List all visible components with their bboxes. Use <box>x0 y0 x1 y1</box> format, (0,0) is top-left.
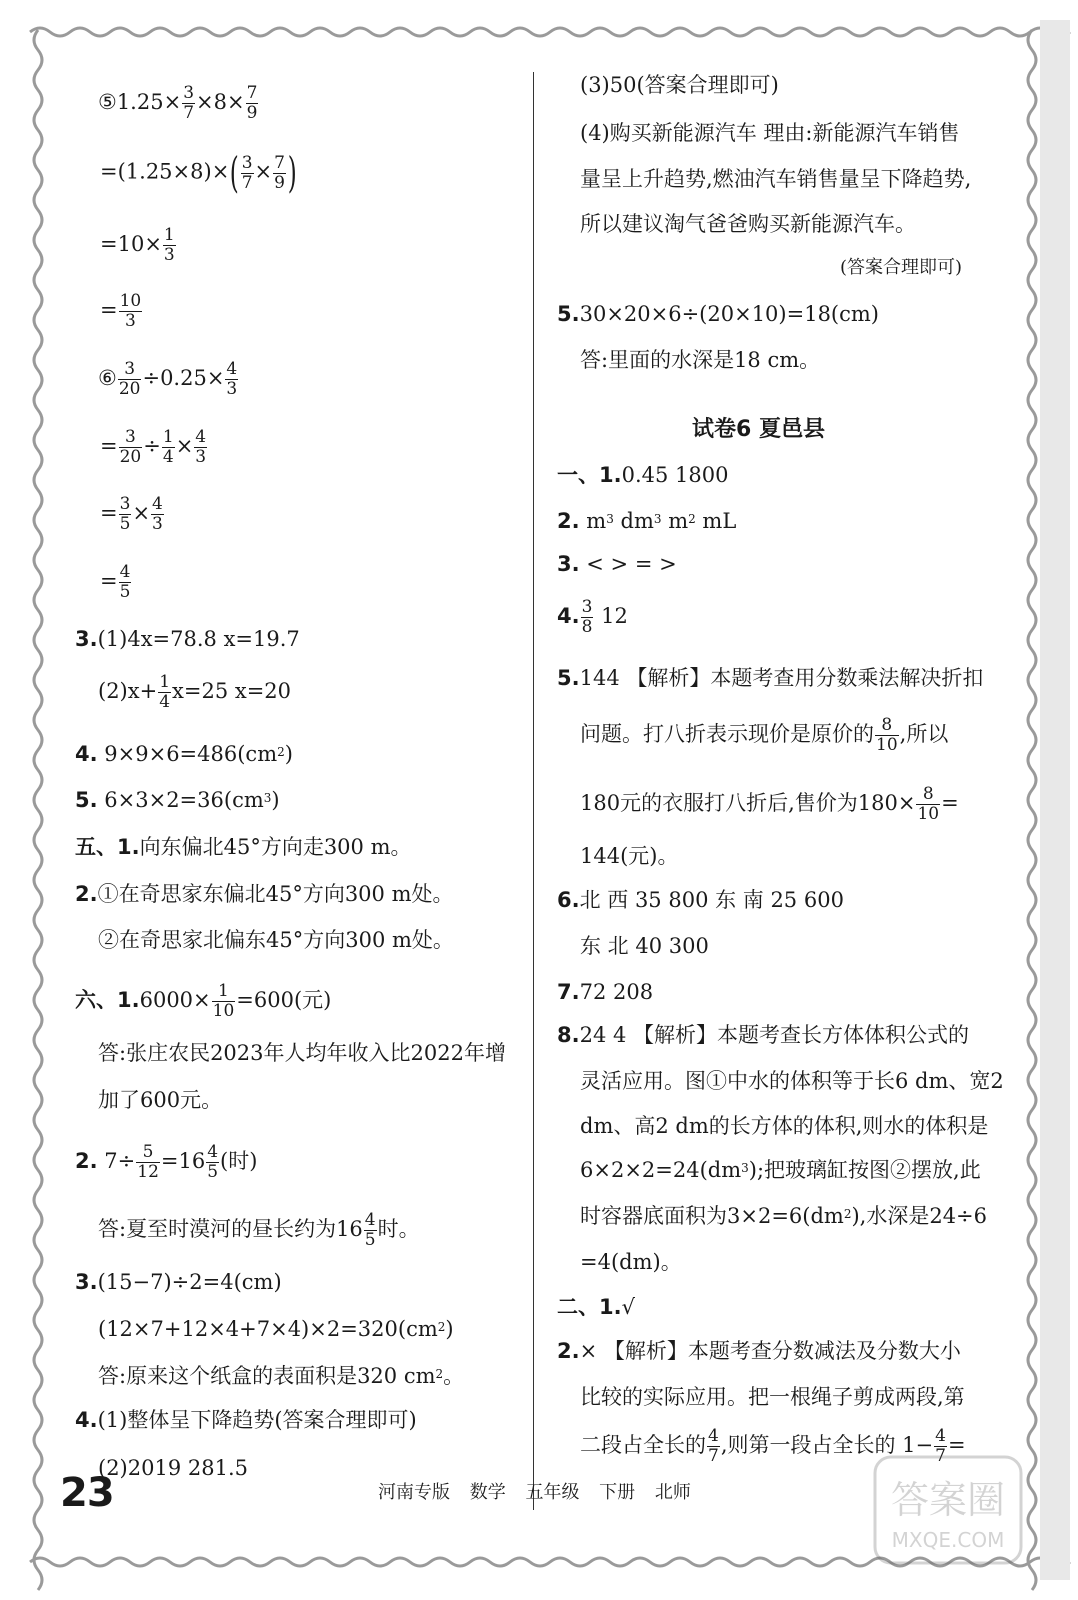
section5-q1: 五、1.向东偏北45°方向走300 m。 <box>75 835 412 859</box>
right-s2-q2-line-3: 二段占全长的 $\frac{4}{7}$ ,则第一段占全长的 1− $\frac{4}{7}$ = <box>580 1426 966 1466</box>
section5-q2a: 2.①在奇思家东偏北45°方向300 m处。 <box>75 882 454 906</box>
watermark-line-1: 答案圈 <box>890 1478 1006 1522</box>
section6-q1-answer-1: 答:张庄农民2023年人均年收入比2022年增 <box>98 1041 506 1065</box>
right-line-2: (4)购买新能源汽车 理由:新能源汽车销售 <box>580 121 960 145</box>
section6-q2: 2. 7÷ $\frac{5}{12}$ =16 $\frac{4}{5}$ (时) <box>75 1142 258 1182</box>
right-line-5: (答案合理即可) <box>840 257 963 278</box>
section6-q3-answer: 答:原来这个纸盒的表面积是320 $cm^2$。 <box>98 1364 465 1388</box>
section6-q1: 六、1.6000× $\frac{1}{10}$ =600(元) <box>75 981 332 1021</box>
right-s1-q2: 2. $m^3$ $dm^3$ $m^2$ mL <box>557 509 737 533</box>
q3-line-2: (2)x+ $\frac{1}{4}$ x=25 x=20 <box>98 672 292 712</box>
column-divider <box>533 72 534 1510</box>
right-line-3: 量呈上升趋势,燃油汽车销售量呈下降趋势, <box>580 167 972 191</box>
watermark-line-2: MXQE.COM <box>891 1528 1005 1552</box>
section-title-paper6: 试卷6 夏邑县 <box>692 417 825 442</box>
q4-line: 4. $9\times 9\times 6=486(cm^2)$ <box>75 742 293 766</box>
step-6-line-2: = $\frac{3}{20}$ ÷ $\frac{1}{4}$ × $\frac{4}{3}$ <box>100 427 207 467</box>
right-s1-q5-line-2: 问题。打八折表示现价是原价的 $\frac{8}{10}$ ,所以 <box>580 715 949 755</box>
q3-line-1: 3.(1)4x=78.8 x=19.7 <box>75 627 300 651</box>
right-s1-q6-line-1: 6.北 西 35 800 东 南 25 600 <box>557 888 844 912</box>
step-6-line-3: = $\frac{3}{5}$ × $\frac{4}{3}$ <box>100 494 163 534</box>
step-5-line-2: =(1.25×8)×( $\frac{3}{7}$ × $\frac{7}{9}$ ) <box>100 148 297 197</box>
step-5-line-3: =10× $\frac{1}{3}$ <box>100 225 175 265</box>
right-s2-q2-line-2: 比较的实际应用。把一根绳子剪成两段,第 <box>580 1385 965 1409</box>
right-line-1: (3)50(答案合理即可) <box>580 73 779 97</box>
right-s1-q7: 7.72 208 <box>557 980 654 1004</box>
right-s1-q1: 一、1.0.45 1800 <box>557 463 729 487</box>
right-s1-q4: 4. $\frac{3}{8}$ 12 <box>557 597 628 637</box>
right-s1-q6-line-2: 东 北 40 300 <box>580 934 709 958</box>
step-5-line-4: = $\frac{10}{3}$ <box>100 291 142 331</box>
fraction: $\frac{3}{7}$ <box>183 83 195 123</box>
section6-q4-line-1: 4.(1)整体呈下降趋势(答案合理即可) <box>75 1408 417 1432</box>
right-s2-q2-line-1: 2.× 【解析】本题考查分数减法及分数大小 <box>557 1339 961 1363</box>
right-s1-q5-line-3: 180元的衣服打八折后,售价为180× $\frac{8}{10}$ = <box>580 784 959 824</box>
watermark-logo <box>873 1455 1023 1565</box>
right-s2-q1: 二、1.√ <box>557 1295 635 1319</box>
fraction: $\frac{7}{9}$ <box>246 83 258 123</box>
right-s1-q8-line-3: dm、高2 dm的长方体的体积,则水的体积是 <box>580 1114 989 1138</box>
right-q5: 5.30×20×6÷(20×10)=18(cm) <box>557 302 879 326</box>
step-5-line-1: ⑤1.25× $\frac{3}{7}$ ×8× $\frac{7}{9}$ <box>98 83 258 123</box>
section6-q3-line-1: 3.(15−7)÷2=4(cm) <box>75 1270 282 1294</box>
right-s1-q5-line-1: 5.144 【解析】本题考查用分数乘法解决折扣 <box>557 666 984 690</box>
right-s1-q8-line-5: 时容器底面积为$3\times 2=6(dm^2)$,水深是24÷6 <box>580 1204 988 1228</box>
right-s1-q8-line-1: 8.24 4 【解析】本题考查长方体体积公式的 <box>557 1023 970 1047</box>
section6-q4-line-2: (2)2019 281.5 <box>98 1456 248 1480</box>
step-6-line-4: = $\frac{4}{5}$ <box>100 562 131 602</box>
page-number: 23 <box>60 1470 114 1516</box>
right-s1-q8-line-6: =4(dm)。 <box>580 1250 682 1274</box>
right-s1-q8-line-2: 灵活应用。图①中水的体积等于长6 dm、宽2 <box>580 1069 1004 1093</box>
right-s1-q8-line-4: $6\times 2\times 2=24(dm^3)$;把玻璃缸按图②摆放,此 <box>580 1158 981 1182</box>
right-s1-q3: 3. < > = > <box>557 552 677 576</box>
right-line-4: 所以建议淘气爸爸购买新能源汽车。 <box>580 212 916 236</box>
section6-q2-answer: 答:夏至时漠河的昼长约为16 $\frac{4}{5}$ 时。 <box>98 1210 420 1250</box>
footer-info: 河南专版 数学 五年级 下册 北师 <box>378 1482 691 1503</box>
section6-q3-line-2: $(12\times 7+12\times 4+7\times 4)\times 2=320(cm^2)$ <box>98 1317 454 1341</box>
right-q5-answer: 答:里面的水深是18 cm。 <box>580 348 821 372</box>
right-s1-q5-line-4: 144(元)。 <box>580 844 679 868</box>
section5-q2b: ②在奇思家北偏东45°方向300 m处。 <box>98 928 454 952</box>
section6-q1-answer-2: 加了600元。 <box>98 1088 223 1112</box>
step-6-line-1: ⑥ $\frac{3}{20}$ ÷0.25× $\frac{4}{3}$ <box>98 359 238 399</box>
q5-line: 5. $6\times 3\times 2=36(cm^3)$ <box>75 788 280 812</box>
